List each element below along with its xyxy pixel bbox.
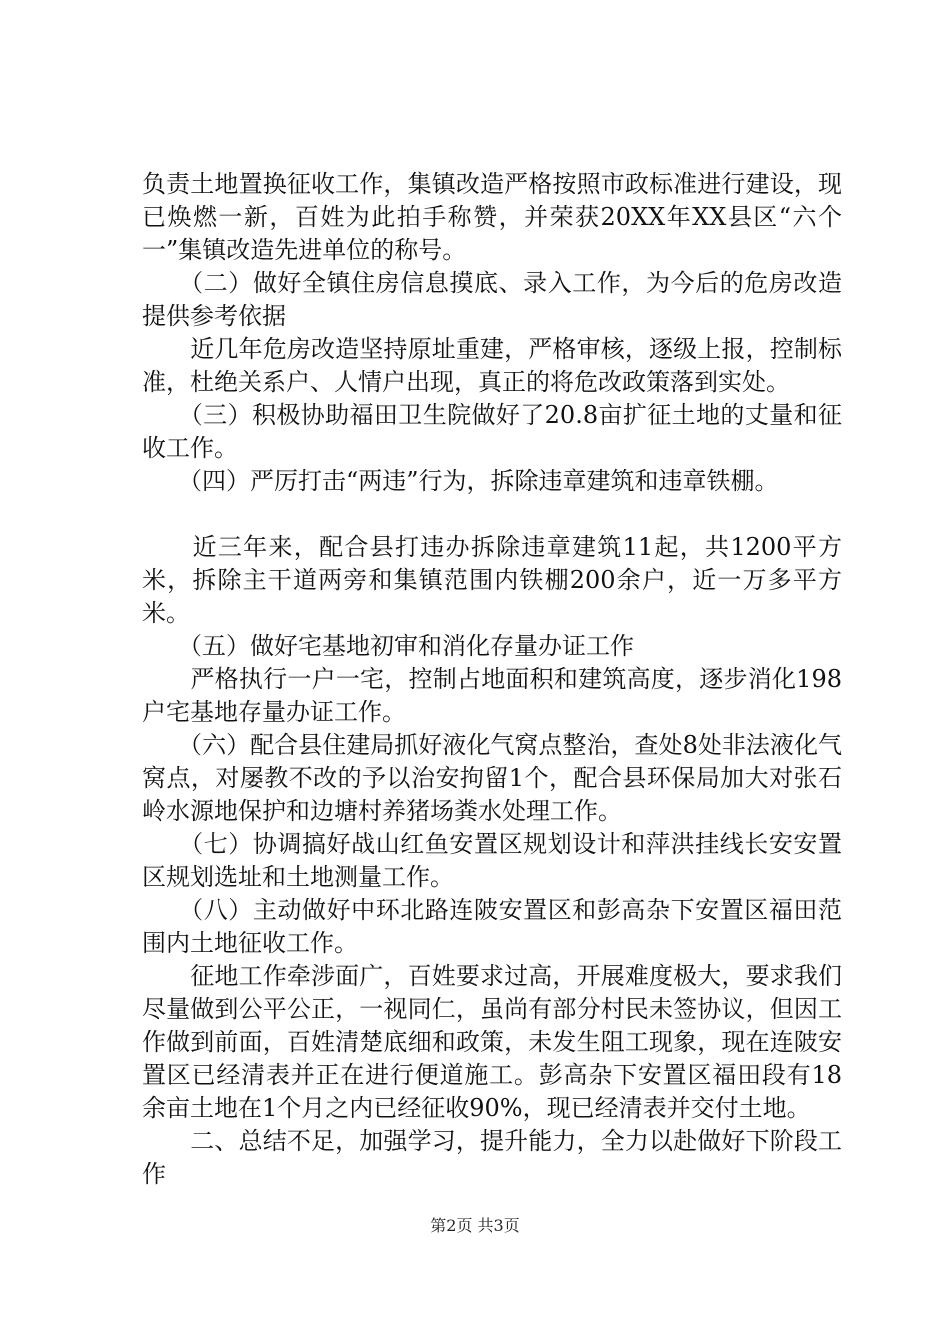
paragraph: （七）协调搞好战山红鱼安置区规划设计和萍洪挂线长安安置区规划选址和土地测量工作。 <box>142 830 842 891</box>
document-body <box>142 168 842 1191</box>
paragraph: （八）主动做好中环北路连陂安置区和彭高杂下安置区福田范围内土地征收工作。 <box>142 896 842 957</box>
paragraph: （五）做好宅基地初审和消化存量办证工作 <box>142 632 634 660</box>
paragraph: 近三年来，配合县打违办拆除违章建筑11起，共1200平方米，拆除主干道两旁和集镇范围内铁棚200余户，近一万多平方米。 <box>142 533 842 627</box>
paragraph: 二、总结不足，加强学习，提升能力，全力以赴做好下阶段工作 <box>142 1127 842 1188</box>
paragraph: 负责土地置换征收工作，集镇改造严格按照市政标准进行建设，现已焕燃一新，百姓为此拍手称赞，并荣获20XX年XX县区“六个一”集镇改造先进单位的称号。 <box>142 170 842 264</box>
paragraph: 征地工作牵涉面广，百姓要求过高，开展难度极大，要求我们尽量做到公平公正，一视同仁，虽尚有部分村民未签协议，但因工作做到前面，百姓清楚底细和政策，未发生阻工现象，现在连陂安置区已经清表并正在进行便道施工。彭高杂下安置区福田段有18余亩土地在1个月之内已经征收90%，现已经清表并交付土地。 <box>142 962 842 1122</box>
page-number-footer: 第2页 共3页 <box>430 1216 520 1235</box>
paragraph: 严格执行一户一宅，控制占地面积和建筑高度，逐步消化198户宅基地存量办证工作。 <box>142 665 842 726</box>
blank-line <box>142 498 842 531</box>
paragraph: （三）积极协助福田卫生院做好了20.8亩扩征土地的丈量和征收工作。 <box>142 401 842 462</box>
paragraph: （四）严厉打击“两违”行为，拆除违章建筑和违章铁棚。 <box>142 467 779 495</box>
paragraph: （二）做好全镇住房信息摸底、录入工作，为今后的危房改造提供参考依据 <box>142 269 842 330</box>
paragraph: （六）配合县住建局抓好液化气窝点整治，查处8处非法液化气窝点，对屡教不改的予以治安拘留1个，配合县环保局加大对张石岭水源地保护和边塘村养猪场粪水处理工作。 <box>142 731 842 825</box>
paragraph: 近几年危房改造坚持原址重建，严格审核，逐级上报，控制标准，杜绝关系户、人情户出现，真正的将危改政策落到实处。 <box>142 335 842 396</box>
